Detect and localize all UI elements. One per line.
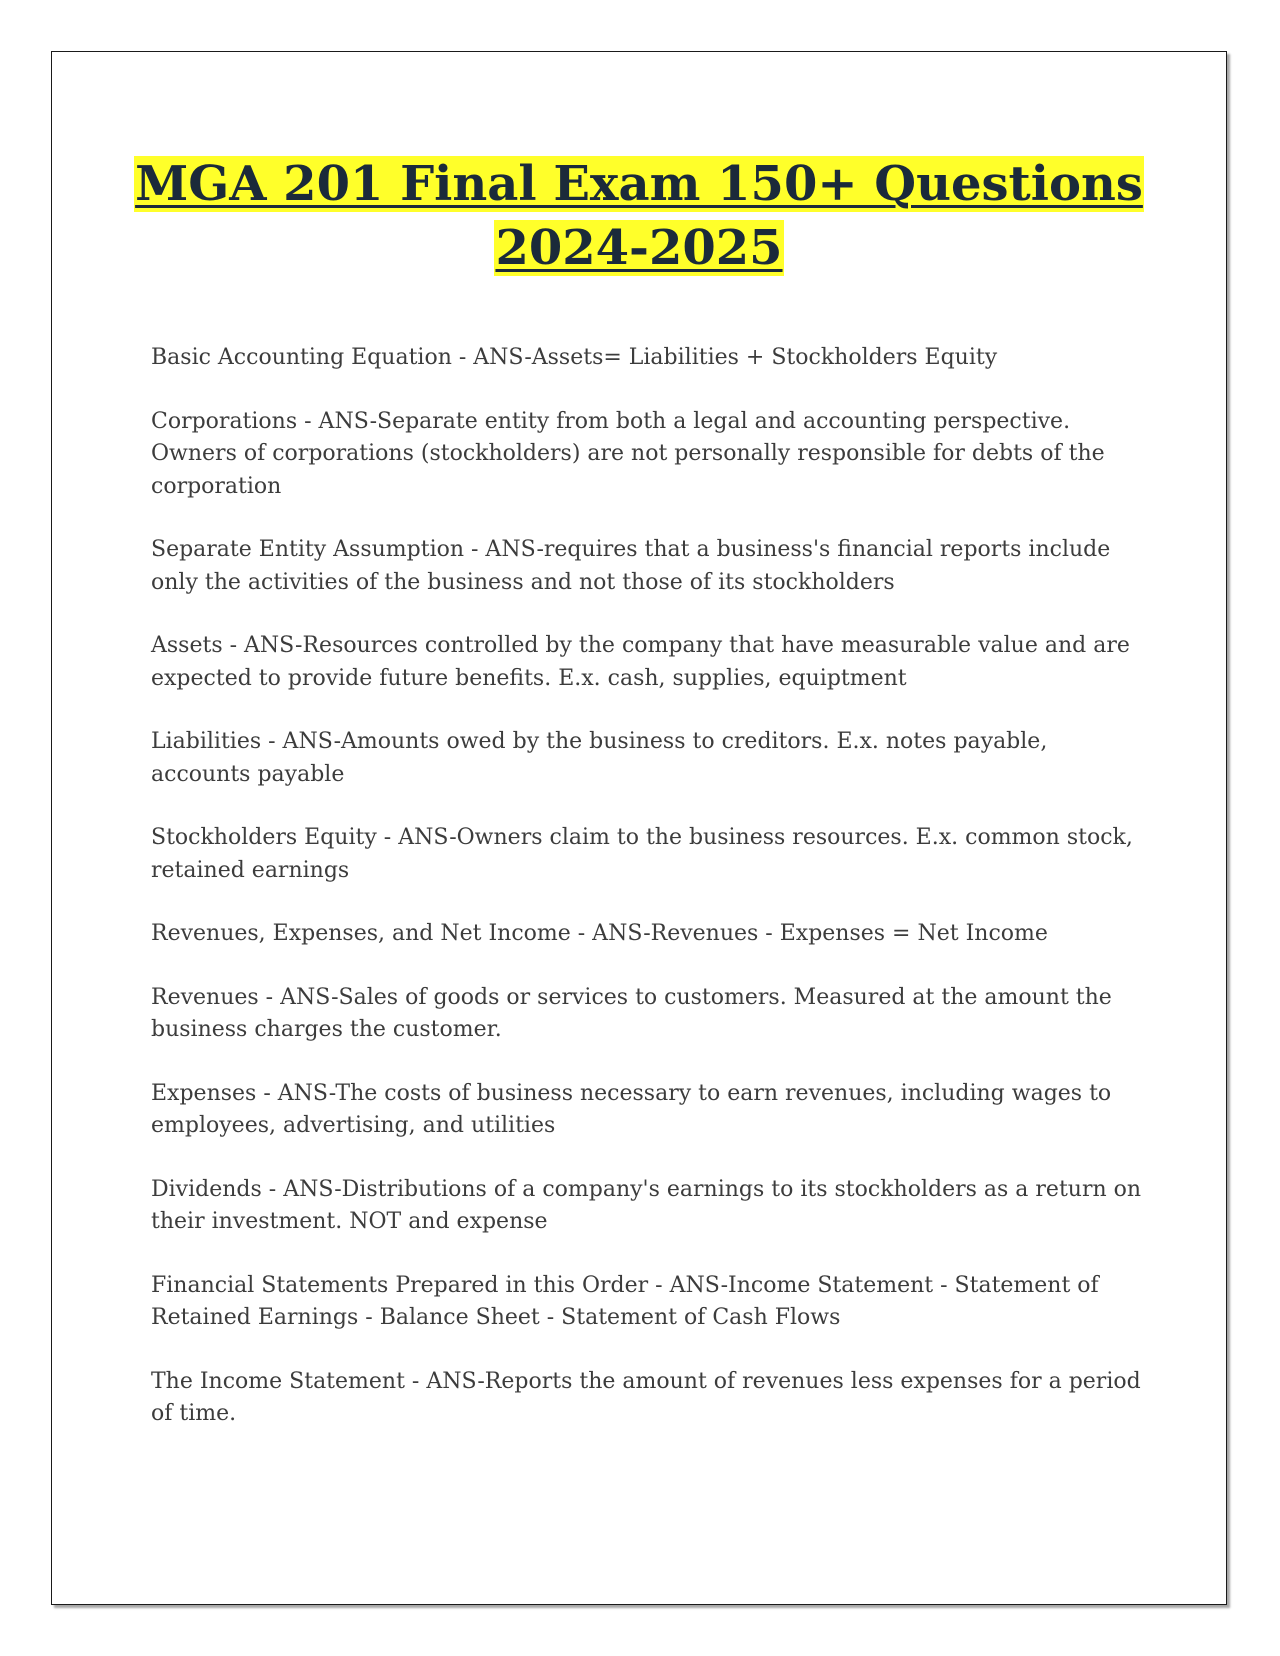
qa-list [151, 342, 1151, 1462]
qa-entry: Dividends - ANS-Distributions of a company's earnings to its stockholders as a return on their investment. NOT and expense [151, 1176, 1142, 1234]
document-title [52, 152, 1226, 280]
title-line-2: 2024-2025 [495, 220, 783, 276]
qa-entry: Liabilities - ANS-Amounts owed by the business to creditors. E.x. notes payable, accounts payable [151, 729, 1048, 787]
title-line-1: MGA 201 Final Exam 150+ Questions [135, 156, 1143, 212]
qa-entry: Revenues, Expenses, and Net Income - ANS-Revenues - Expenses = Net Income [151, 921, 1048, 946]
qa-entry: Basic Accounting Equation - ANS-Assets= Liabilities + Stockholders Equity [151, 345, 998, 370]
qa-entry: Assets - ANS-Resources controlled by the company that have measurable value and are expected to provide future benefits. E.x. cash, supplies, equiptment [151, 633, 1130, 691]
qa-entry: Financial Statements Prepared in this Order - ANS-Income Statement - Statement of Retained Earnings - Balance Sheet - Statement of Cash Flows [151, 1272, 1099, 1330]
qa-entry: Stockholders Equity - ANS-Owners claim to the business resources. E.x. common stock, retained earnings [151, 825, 1133, 883]
qa-entry: Expenses - ANS-The costs of business necessary to earn revenues, including wages to employees, advertising, and utilities [151, 1080, 1112, 1138]
document-page [51, 51, 1227, 1605]
qa-entry: Revenues - ANS-Sales of goods or services to customers. Measured at the amount the business charges the customer. [151, 984, 1112, 1042]
qa-entry: The Income Statement - ANS-Reports the amount of revenues less expenses for a period of time. [151, 1368, 1141, 1426]
qa-entry: Separate Entity Assumption - ANS-requires that a business's financial reports include only the activities of the business and not those of its stockholders [151, 537, 1111, 595]
qa-entry: Corporations - ANS-Separate entity from both a legal and accounting perspective. Owners of corporations (stockholders) are not personally responsible for debts of the corporation [151, 408, 1105, 499]
